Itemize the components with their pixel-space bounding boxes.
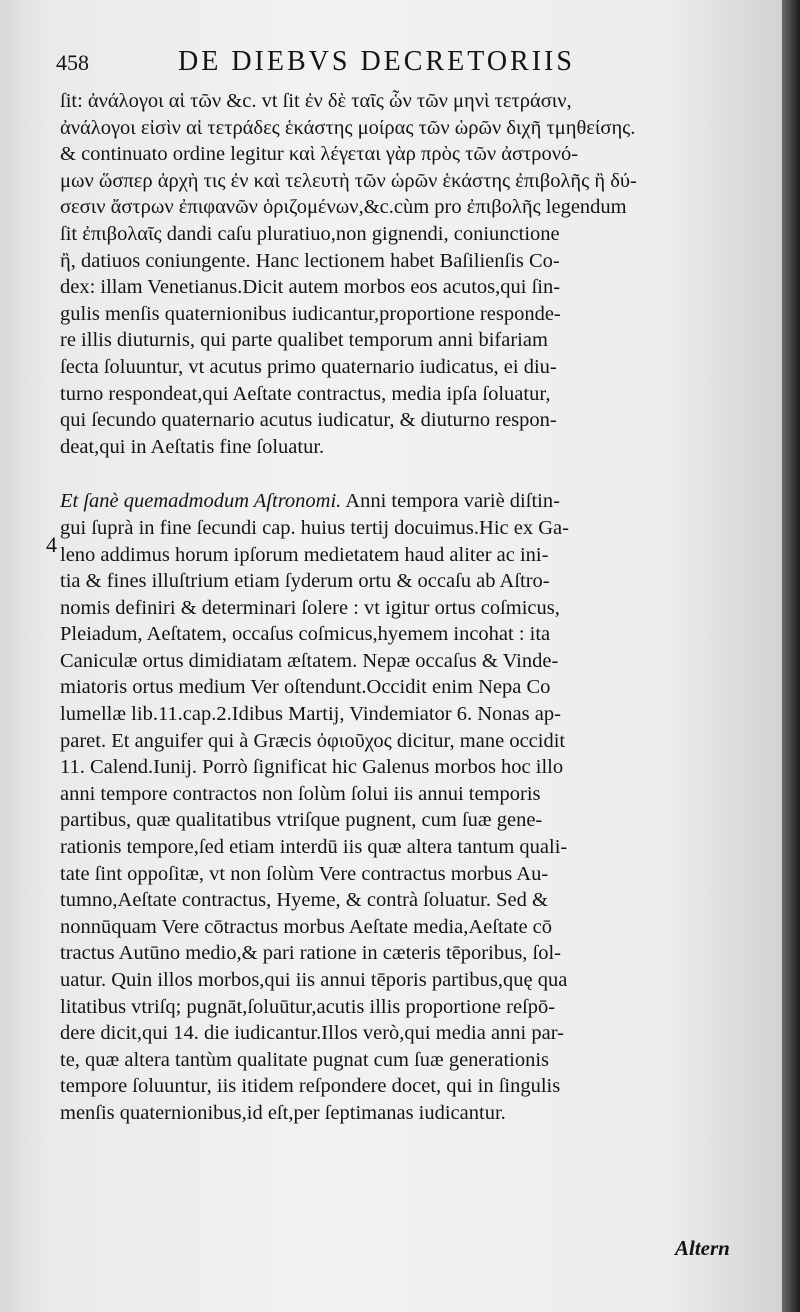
binding-gutter bbox=[782, 0, 800, 1312]
text-line: ſit ἐπιβολαῖς dandi caſu pluratiuo,non gignendi, coniunctione bbox=[60, 222, 560, 245]
text-line: nonnūquam Vere cōtractus morbus Aeſtate media,Aeſtate cō bbox=[60, 915, 553, 938]
lead-italic: Et ſanè quemadmodum Aſtronomi. bbox=[60, 490, 342, 513]
text-line: tempore ſoluuntur, iis itidem reſpondere docet, qui in ſingulis bbox=[60, 1075, 561, 1098]
text-line: deat,qui in Aeſtatis fine ſoluatur. bbox=[60, 435, 325, 458]
text-line: miatoris ortus medium Ver oſtendunt.Occidit enim Nepa Co bbox=[60, 676, 551, 699]
text-line: tate ſint oppoſitæ, vt non ſolùm Vere contractus morbus Au- bbox=[60, 862, 549, 885]
text-line: gulis menſis quaternionibus iudicantur,proportione responde- bbox=[60, 302, 561, 325]
text-line: te, quæ altera tantùm qualitate pugnat cum ſuæ generationis bbox=[60, 1048, 550, 1071]
text-block bbox=[60, 88, 740, 1127]
text-line: ſecta ſoluuntur, vt acutus primo quaternario iudicatus, ei diu- bbox=[60, 355, 557, 378]
text-line: tractus Autūno medio,& pari ratione in cæteris tēporibus, ſol- bbox=[60, 942, 562, 965]
text-line: gui ſuprà in fine ſecundi cap. huius tertij docuimus.Hic ex Ga- bbox=[60, 516, 569, 539]
text-line: paret. Et anguifer qui à Græcis ὀφιοῦχος dicitur, mane occidit bbox=[60, 729, 566, 752]
text-line: σεσιν ἄστρων ἐπιφανῶν ὁριζομένων,&c.cùm pro ἐπιβολῆς legendum bbox=[60, 196, 627, 219]
running-title: DE DIEBVS DECRETORIIS bbox=[178, 46, 575, 77]
text-line: lumellæ lib.11.cap.2.Idibus Martij, Vindemiator 6. Nonas ap- bbox=[60, 703, 561, 726]
text-line: leno addimus horum ipſorum medietatem haud aliter ac ini- bbox=[60, 543, 549, 566]
text-line: tia & fines illuſtrium etiam ſyderum ortu & occaſu ab Aſtro- bbox=[60, 570, 550, 593]
text-line: partibus, quæ qualitatibus vtriſque pugnent, cum ſuæ gene- bbox=[60, 809, 543, 832]
text-line: litatibus vtriſq; pugnāt,ſoluūtur,acutis illis proportione reſpō- bbox=[60, 995, 556, 1018]
text-line: dere dicit,qui 14. die iudicantur.Illos verò,qui media anni par- bbox=[60, 1022, 564, 1045]
text-line: ἢ, datiuos coniungente. Hanc lectionem habet Baſilienſis Co- bbox=[60, 249, 560, 272]
text-line: qui ſecundo quaternario acutus iudicatur, & diuturno respon- bbox=[60, 409, 557, 432]
marginal-section-number: 4 bbox=[46, 532, 57, 557]
text-line: ἀνάλογοι εἰσὶν αἱ τετράδες ἑκάστης μοίρας τῶν ὡρῶν διχῆ τμηθείσης. bbox=[60, 116, 636, 139]
page-header bbox=[0, 42, 782, 84]
text-line: menſis quaternionibus,id eſt,per ſeptimanas iudicantur. bbox=[60, 1101, 506, 1124]
text-line: Anni tempora variè diſtin- bbox=[345, 490, 560, 513]
text-line: Pleiadum, Aeſtatem, occaſus coſmicus,hyemem incohat : ita bbox=[60, 623, 551, 646]
text-line: nomis definiri & determinari ſolere : vt igitur ortus coſmicus, bbox=[60, 596, 560, 619]
text-line: 11. Calend.Iunij. Porrò ſignificat hic Galenus morbos hoc illo bbox=[60, 756, 564, 779]
blank-line bbox=[60, 460, 740, 488]
section-first-line bbox=[60, 488, 740, 515]
text-line: rationis tempore,ſed etiam interdū iis quæ altera tantum quali- bbox=[60, 836, 568, 859]
text-line: Caniculæ ortus dimidiatam æſtatem. Nepæ occaſus & Vinde- bbox=[60, 649, 559, 672]
text-line: uatur. Quin illos morbos,qui iis annui tēporis partibus,quę qua bbox=[60, 969, 568, 991]
text-line: & continuato ordine legitur καὶ λέγεται γὰρ πρὸς τῶν ἀστρονό- bbox=[60, 143, 579, 166]
text-line: re illis diuturnis, qui parte qualibet temporum anni bifariam bbox=[60, 329, 548, 352]
text-line: turno respondeat,qui Aeſtate contractus, media ipſa ſoluatur, bbox=[60, 382, 551, 405]
text-line: dex: illam Venetianus.Dicit autem morbos eos acutos,qui ſin- bbox=[60, 276, 561, 299]
text-line: anni tempore contractos non ſolùm ſolui iis annui temporis bbox=[60, 782, 541, 805]
text-line: μων ὥσπερ ἀρχὴ τις ἐν καὶ τελευτὴ τῶν ὡρῶν ἑκάστης ἐπιβολῆς ἢ δύ- bbox=[60, 169, 637, 192]
text-line: tumno,Aeſtate contractus, Hyeme, & contrà ſoluatur. Sed & bbox=[60, 889, 548, 912]
catchword: Altern bbox=[675, 1236, 730, 1260]
page-number: 458 bbox=[56, 50, 89, 75]
text-line: ſit: ἀνάλογοι αἱ τῶν &c. vt ſit ἐν δὲ ταῖς ὧν τῶν μηνὶ τετράσιν, bbox=[60, 90, 572, 112]
